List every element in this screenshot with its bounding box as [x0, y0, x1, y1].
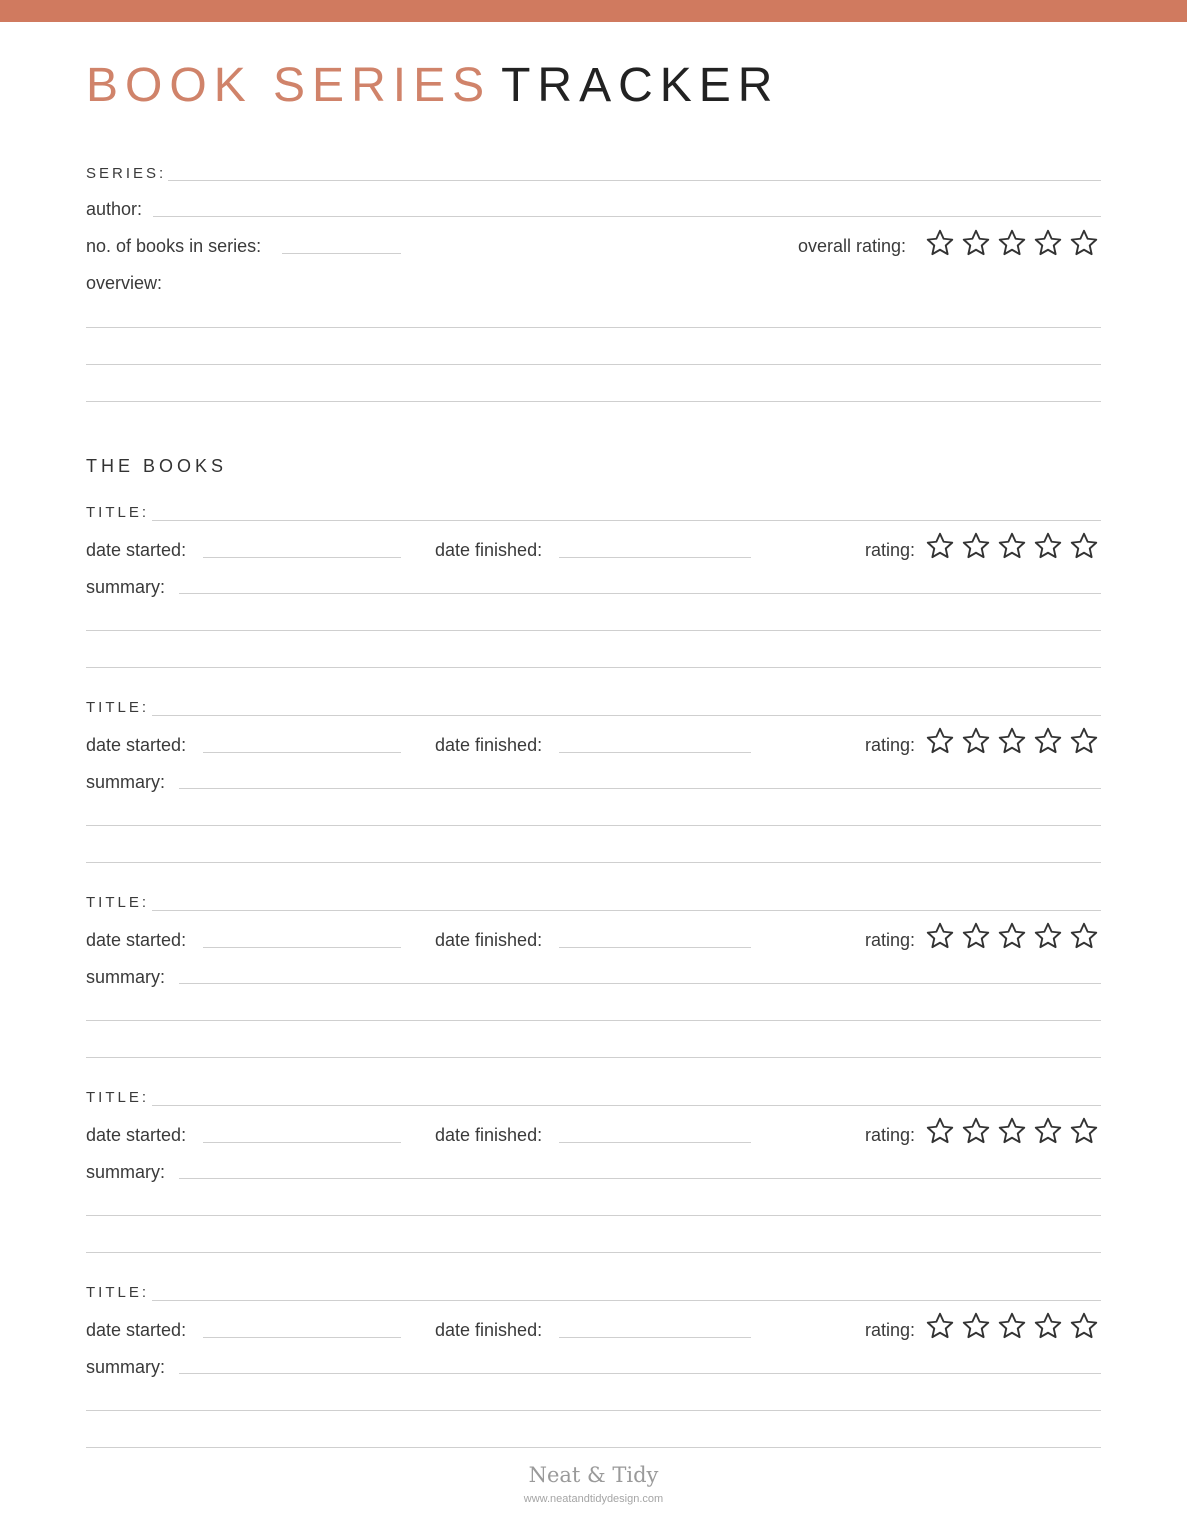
star-icon[interactable]: [997, 228, 1027, 258]
book-rating-stars[interactable]: [925, 1116, 1099, 1146]
star-icon[interactable]: [1069, 921, 1099, 951]
footer-brand: Neat & Tidy: [528, 1463, 659, 1487]
star-icon[interactable]: [1069, 726, 1099, 756]
summary-line-2[interactable]: [86, 630, 1101, 631]
star-icon[interactable]: [925, 726, 955, 756]
footer-url: www.neatandtidydesign.com: [523, 1493, 664, 1505]
author-field[interactable]: [153, 216, 1101, 217]
date-finished-field[interactable]: [559, 557, 751, 558]
star-icon[interactable]: [1033, 921, 1063, 951]
summary-line-2[interactable]: [86, 1020, 1101, 1021]
overall-rating-stars[interactable]: [925, 228, 1099, 258]
star-icon[interactable]: [961, 921, 991, 951]
star-icon[interactable]: [961, 228, 991, 258]
star-icon[interactable]: [1069, 1116, 1099, 1146]
book-title-field[interactable]: [152, 520, 1101, 521]
book-title-field[interactable]: [152, 910, 1101, 911]
num-books-field[interactable]: [282, 253, 401, 254]
book-rating-stars[interactable]: [925, 921, 1099, 951]
book-rating-stars[interactable]: [925, 1311, 1099, 1341]
star-icon[interactable]: [925, 921, 955, 951]
summary-line-2[interactable]: [86, 1410, 1101, 1411]
summary-line-3[interactable]: [86, 1252, 1101, 1253]
star-icon[interactable]: [997, 726, 1027, 756]
date-finished-field[interactable]: [559, 947, 751, 948]
date-started-field[interactable]: [203, 752, 401, 753]
star-icon[interactable]: [1033, 228, 1063, 258]
rating-label: rating:: [865, 930, 916, 950]
star-icon[interactable]: [997, 1116, 1027, 1146]
summary-label: summary:: [86, 1162, 166, 1182]
summary-label: summary:: [86, 772, 166, 792]
star-icon[interactable]: [997, 531, 1027, 561]
book-title-field[interactable]: [152, 1105, 1101, 1106]
overall-rating-label: overall rating:: [798, 236, 907, 256]
summary-line-1[interactable]: [179, 593, 1101, 594]
star-icon[interactable]: [961, 531, 991, 561]
summary-line-1[interactable]: [179, 788, 1101, 789]
series-label: SERIES:: [86, 165, 167, 182]
star-icon[interactable]: [961, 1311, 991, 1341]
overview-line-2[interactable]: [86, 364, 1101, 365]
date-started-field[interactable]: [203, 1337, 401, 1338]
book-title-field[interactable]: [152, 1300, 1101, 1301]
summary-line-1[interactable]: [179, 1178, 1101, 1179]
title-accent: BOOK SERIES: [86, 59, 492, 112]
star-icon[interactable]: [1033, 1311, 1063, 1341]
overview-line-1[interactable]: [86, 327, 1101, 328]
date-finished-field[interactable]: [559, 1142, 751, 1143]
book-title-label: TITLE:: [86, 1284, 150, 1301]
summary-label: summary:: [86, 967, 166, 987]
date-finished-field[interactable]: [559, 1337, 751, 1338]
star-icon[interactable]: [925, 531, 955, 561]
book-title-label: TITLE:: [86, 504, 150, 521]
date-finished-label: date finished:: [435, 1320, 543, 1340]
summary-line-1[interactable]: [179, 983, 1101, 984]
date-started-label: date started:: [86, 930, 187, 950]
books-section-heading: THE BOOKS: [86, 456, 228, 476]
star-icon[interactable]: [961, 1116, 991, 1146]
date-finished-label: date finished:: [435, 540, 543, 560]
summary-line-1[interactable]: [179, 1373, 1101, 1374]
book-title-label: TITLE:: [86, 894, 150, 911]
date-started-label: date started:: [86, 1125, 187, 1145]
summary-line-3[interactable]: [86, 1057, 1101, 1058]
author-label: author:: [86, 199, 143, 219]
rating-label: rating:: [865, 735, 916, 755]
page-title: [86, 58, 779, 114]
rating-label: rating:: [865, 1320, 916, 1340]
date-finished-label: date finished:: [435, 930, 543, 950]
summary-label: summary:: [86, 577, 166, 597]
star-icon[interactable]: [1033, 531, 1063, 561]
date-started-label: date started:: [86, 1320, 187, 1340]
date-started-field[interactable]: [203, 557, 401, 558]
book-title-field[interactable]: [152, 715, 1101, 716]
overview-line-3[interactable]: [86, 401, 1101, 402]
star-icon[interactable]: [1033, 726, 1063, 756]
book-rating-stars[interactable]: [925, 531, 1099, 561]
rating-label: rating:: [865, 540, 916, 560]
overview-label: overview:: [86, 273, 163, 293]
num-books-label: no. of books in series:: [86, 236, 262, 256]
rating-label: rating:: [865, 1125, 916, 1145]
star-icon[interactable]: [1033, 1116, 1063, 1146]
date-started-label: date started:: [86, 540, 187, 560]
date-finished-label: date finished:: [435, 735, 543, 755]
summary-label: summary:: [86, 1357, 166, 1377]
summary-line-3[interactable]: [86, 667, 1101, 668]
star-icon[interactable]: [961, 726, 991, 756]
summary-line-3[interactable]: [86, 1447, 1101, 1448]
date-finished-label: date finished:: [435, 1125, 543, 1145]
summary-line-2[interactable]: [86, 825, 1101, 826]
star-icon[interactable]: [997, 921, 1027, 951]
star-icon[interactable]: [1069, 531, 1099, 561]
summary-line-2[interactable]: [86, 1215, 1101, 1216]
star-icon[interactable]: [997, 1311, 1027, 1341]
title-dark: TRACKER: [501, 59, 780, 112]
star-icon[interactable]: [1069, 1311, 1099, 1341]
book-title-label: TITLE:: [86, 699, 150, 716]
book-rating-stars[interactable]: [925, 726, 1099, 756]
book-title-label: TITLE:: [86, 1089, 150, 1106]
star-icon[interactable]: [925, 228, 955, 258]
date-started-field[interactable]: [203, 947, 401, 948]
date-started-label: date started:: [86, 735, 187, 755]
date-finished-field[interactable]: [559, 752, 751, 753]
star-icon[interactable]: [1069, 228, 1099, 258]
top-accent-bar: [0, 0, 1187, 22]
date-started-field[interactable]: [203, 1142, 401, 1143]
star-icon[interactable]: [925, 1311, 955, 1341]
star-icon[interactable]: [925, 1116, 955, 1146]
series-field[interactable]: [168, 180, 1101, 181]
summary-line-3[interactable]: [86, 862, 1101, 863]
